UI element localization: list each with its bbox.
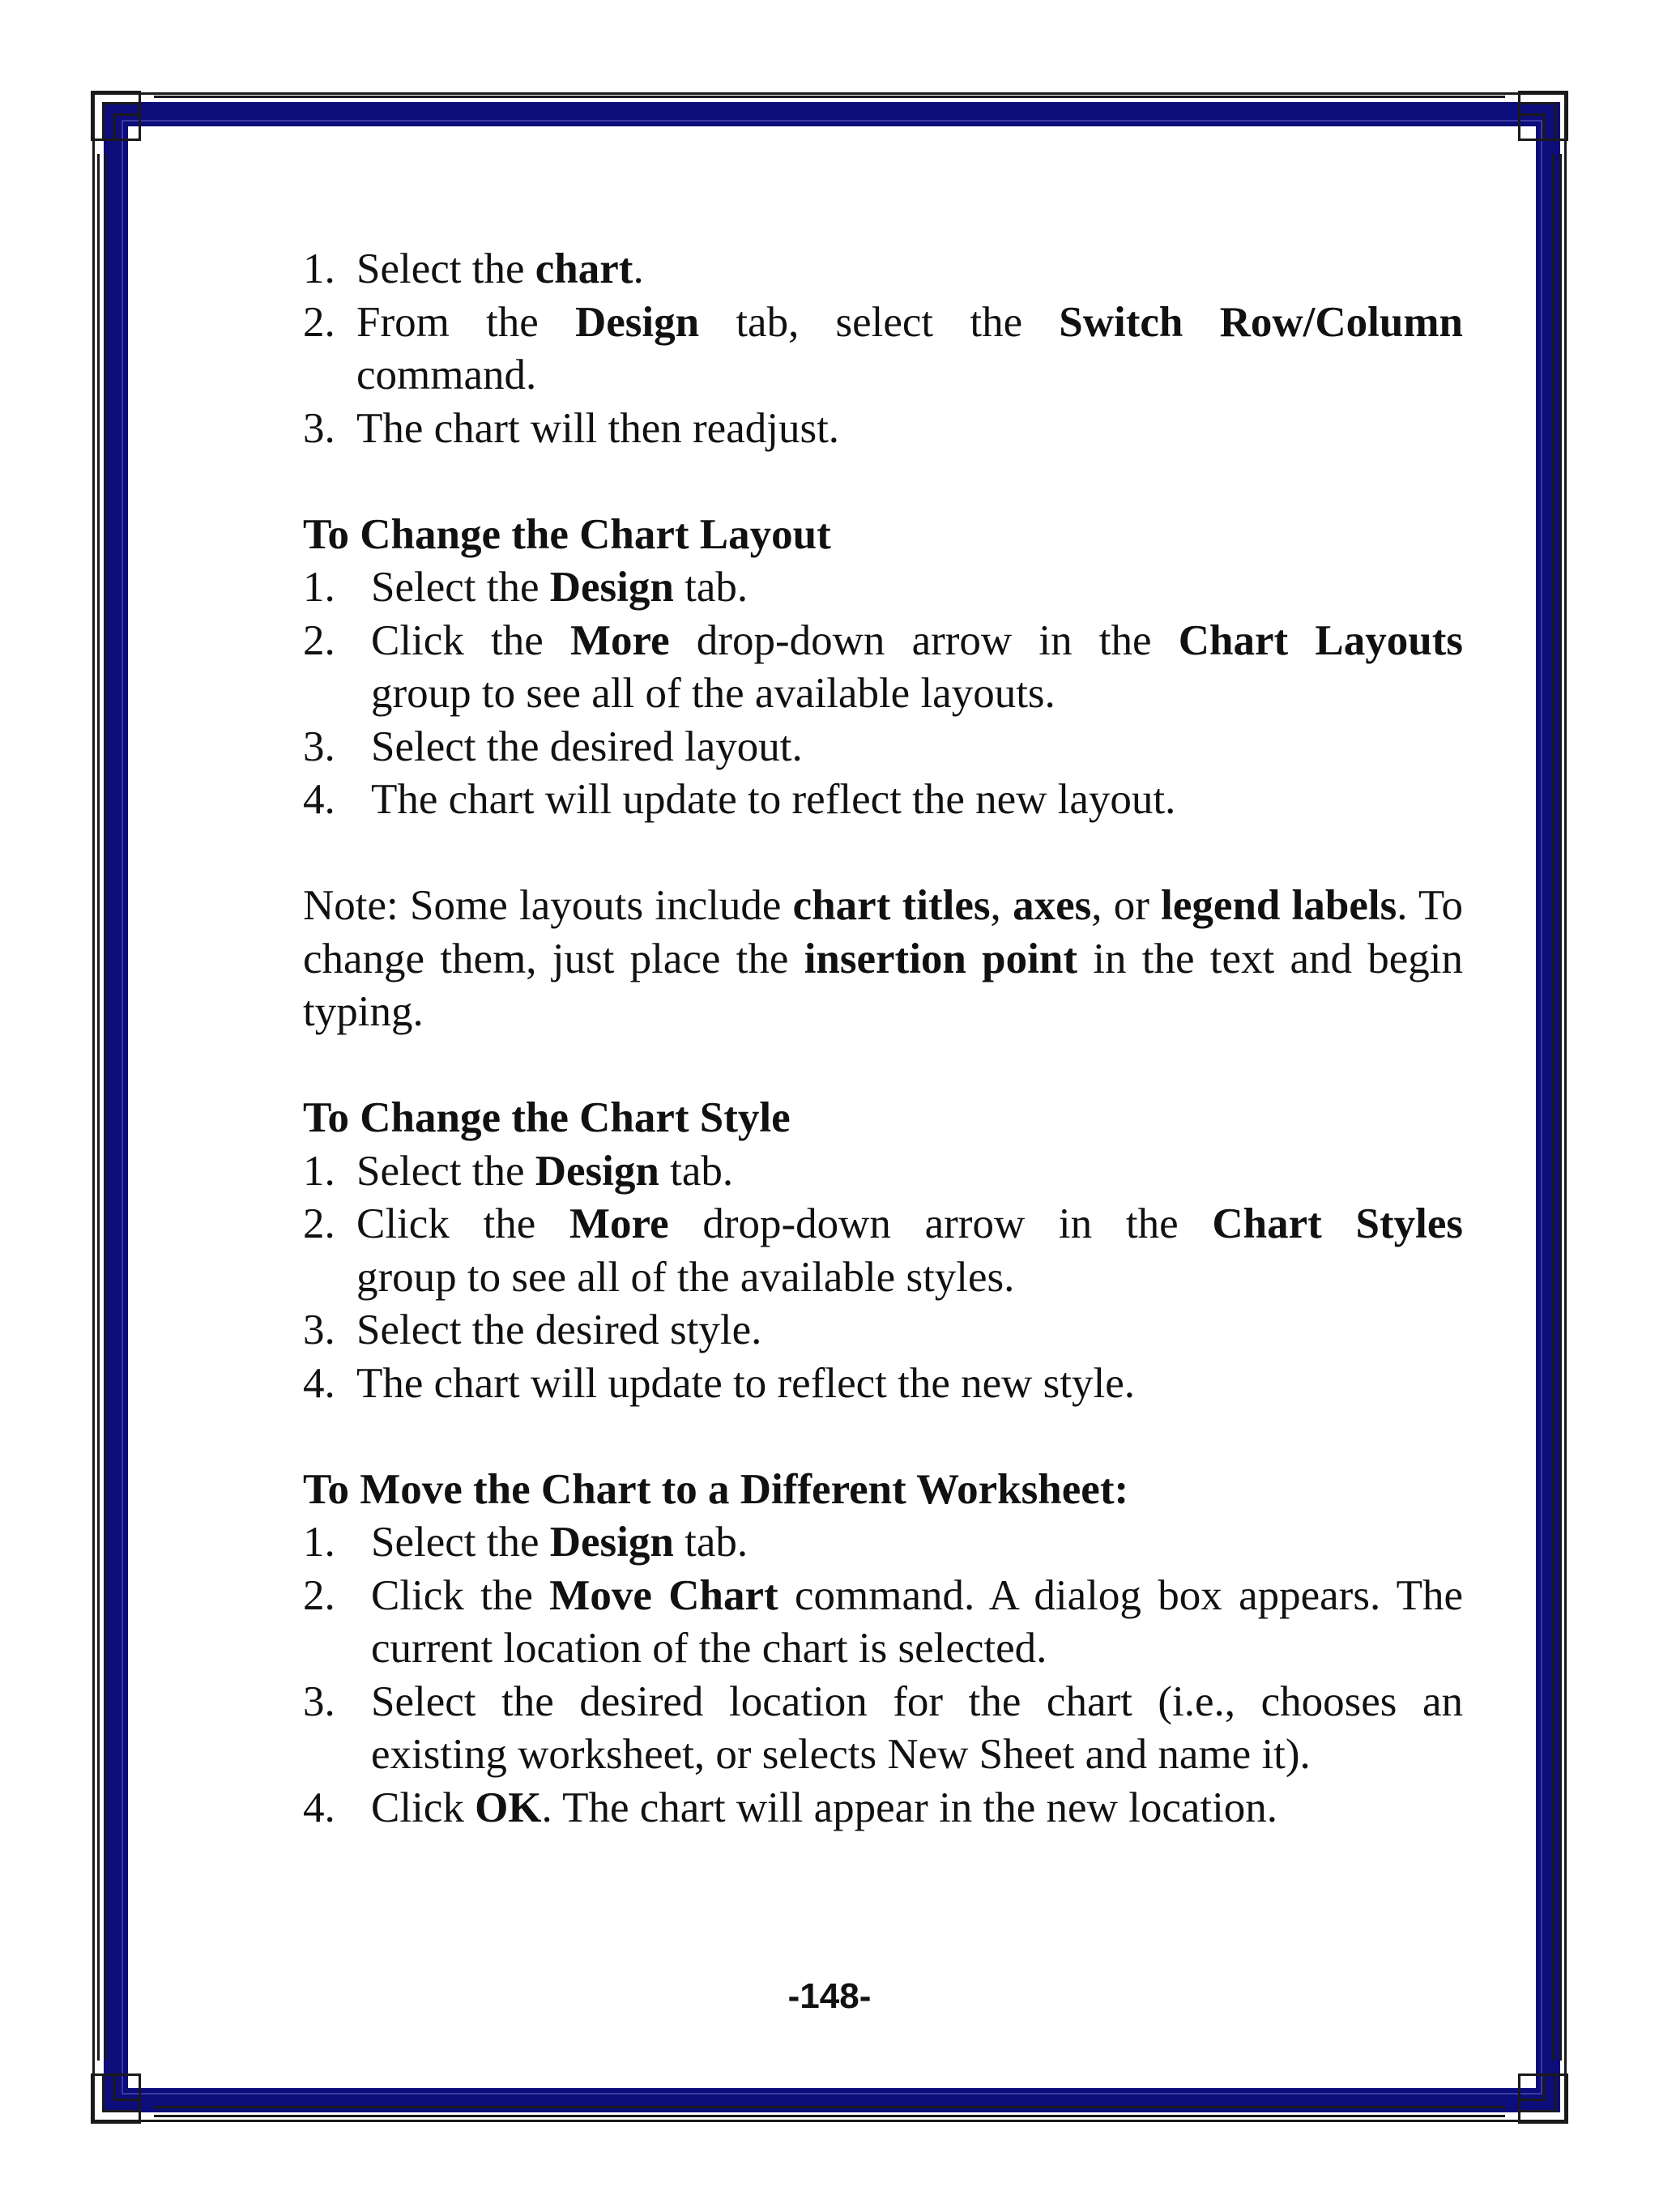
- list-item: 2. Click the Move Chart command. A dialog box appears. The current location of the chart is selected.: [303, 1571, 1463, 1672]
- corner-ornament-bottom-left: [91, 2064, 151, 2124]
- corner-ornament-top-right: [1508, 91, 1568, 151]
- list-item: 3. Select the desired style.: [303, 1306, 762, 1353]
- section-heading-chart-style: To Change the Chart Style: [303, 1094, 791, 1141]
- list-item: 1. Select the Design tab.: [303, 564, 748, 611]
- list-item: 1. Select the chart.: [303, 245, 644, 292]
- list-item: 2. Click the More drop-down arrow in the Chart Styles group to see all of the available styles.: [303, 1200, 1463, 1301]
- list-item: 3. The chart will then readjust.: [303, 404, 840, 452]
- list-item: 3. Select the desired layout.: [303, 722, 803, 770]
- move-chart-steps: [303, 1516, 1463, 1835]
- switch-row-column-steps: [303, 243, 1463, 455]
- list-item: 4. The chart will update to reflect the new style.: [303, 1359, 1135, 1407]
- list-item: 1. Select the Design tab.: [303, 1147, 734, 1195]
- list-item: 4. Click OK. The chart will appear in the new location.: [303, 1784, 1278, 1831]
- list-item: 3. Select the desired location for the chart (i.e., chooses an existing worksheet, or selects New Sheet and name it).: [303, 1677, 1463, 1778]
- list-item: 2. Click the More drop-down arrow in the Chart Layouts group to see all of the available layouts.: [303, 616, 1463, 717]
- page-number: -148-: [787, 1976, 872, 2016]
- list-item: 2. From the Design tab, select the Switch Row/Column command.: [303, 298, 1463, 399]
- page-content: [303, 243, 1463, 1835]
- section-heading-move-chart: To Move the Chart to a Different Worksheet:: [303, 1465, 1129, 1513]
- chart-layout-steps: [303, 561, 1463, 827]
- corner-ornament-top-left: [91, 91, 151, 151]
- chart-style-steps: [303, 1145, 1463, 1411]
- section-heading-chart-layout: To Change the Chart Layout: [303, 510, 831, 558]
- corner-ornament-bottom-right: [1508, 2064, 1568, 2124]
- note-paragraph: Note: Some layouts include chart titles, axes, or legend labels. To change them, just place the insertion point in the text and begin typing.: [303, 882, 1463, 1035]
- list-item: 1. Select the Design tab.: [303, 1519, 748, 1566]
- list-item: 4. The chart will update to reflect the new layout.: [303, 776, 1176, 823]
